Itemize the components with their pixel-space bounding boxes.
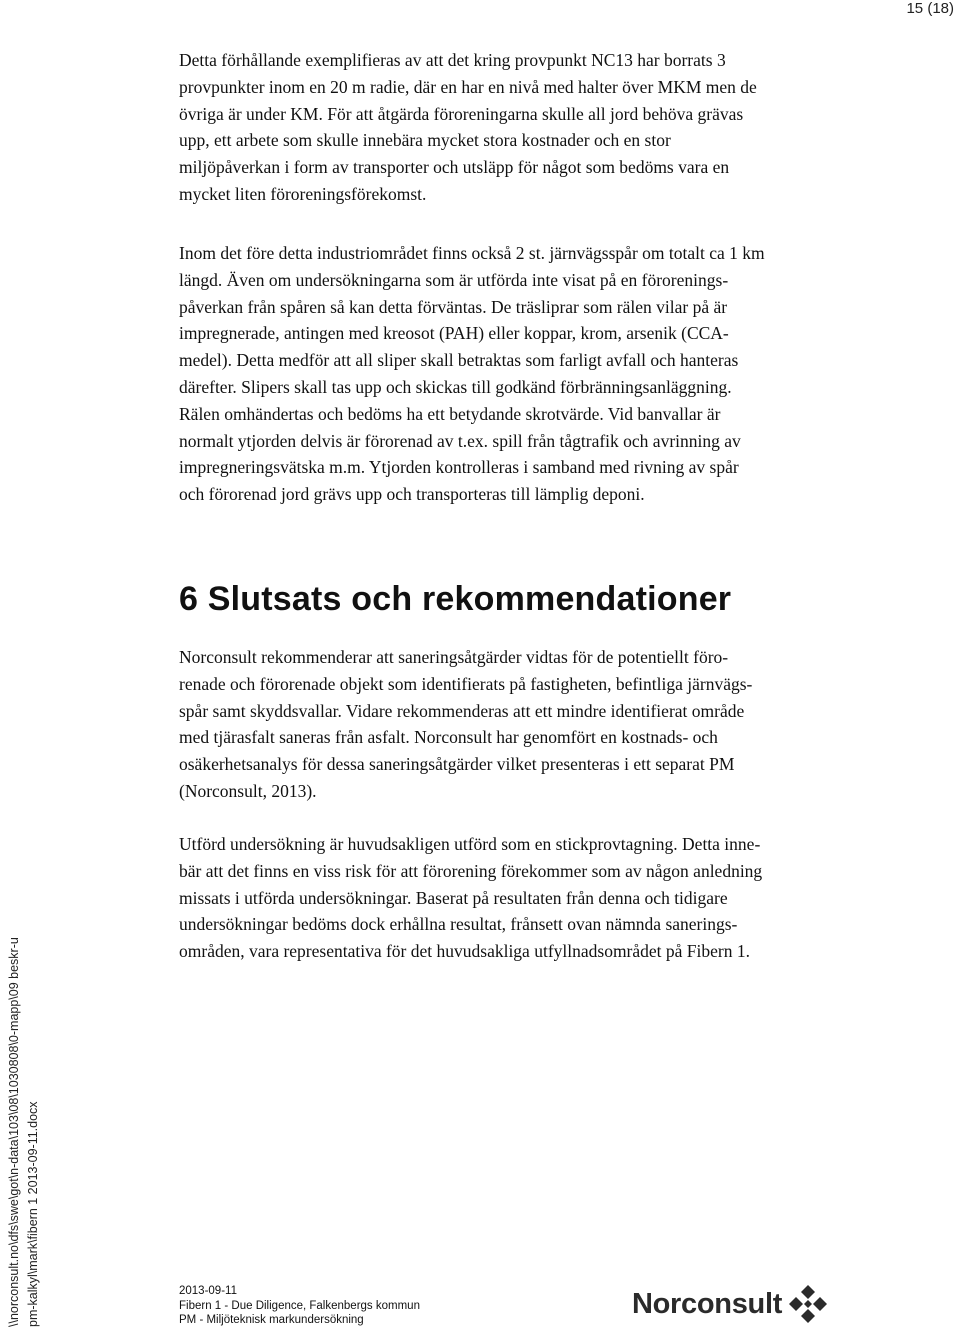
norconsult-logo [632, 1284, 828, 1324]
footer-doc-type: PM - Miljöteknisk markundersökning [179, 1314, 364, 1326]
file-path-line-1: \\norconsult.no\dfs\swe\got\n-data\103\08\1030808\0-mapp\09 beskr-utredn- [7, 938, 21, 1327]
footer-date: 2013-09-11 [179, 1285, 237, 1297]
section-heading: 6 Slutsats och rekommendationer [179, 580, 732, 618]
paragraph-investigation-scope: Utförd undersökning är huvudsakligen utförd som en stickprovtagning. Detta inne- bär att det finns en viss risk för att förorening förekommer som av någon anledning missats i utförda undersökningar. Baserat på resultaten från denna och tidigare undersökningar bedöms dock erhållna resultat, frånsett ovan nämnda sanerings- områden, vara representativa för det huvudsakliga utfyllnadsområdet på Fibern 1. [179, 834, 763, 962]
norconsult-diamond-logo-icon [788, 1284, 828, 1324]
paragraph-recommendations: Norconsult rekommenderar att saneringsåtgärder vidtas för de potentiellt föro- renade och förorenade objekt som identifierats på fastigheten, befintliga järnvägs- spår samt skyddsvallar. Vidare rekommenderas att ett mindre identifierat område med tjärasfalt saneras från asfalt. Norconsult har genomfört en kostnads- och osäkerhetsanalys för dessa saneringsåtgärder vilket presenteras i ett separat PM (Norconsult, 2013). [179, 647, 753, 801]
file-path-line-2: pm-kalkyl\mark\fibern 1 2013-09-11.docx [26, 1101, 40, 1327]
footer [179, 1284, 420, 1328]
logo-text: Norconsult [632, 1287, 783, 1320]
paragraph-contamination-example: Detta förhållande exemplifieras av att det kring provpunkt NC13 har borrats 3 provpunkter inom en 20 m radie, där en har en nivå med halter över MKM men de övriga är under KM. För att åtgärda föroreningarna skulle all jord behöva grävas upp, ett arbete som skulle innebära mycket stora kostnader och en stor miljöpåverkan i form av transporter och utsläpp för något som bedöms vara en mycket liten föroreningsförekomst. [179, 50, 757, 204]
file-path-sidebar [2, 938, 46, 1328]
paragraph-railway-tracks: Inom det före detta industriområdet finns också 2 st. järnvägsspår om totalt ca 1 km längd. Även om undersökningarna som är utförda inte visat på en förorenings- påverkan från spåren så kan detta förväntas. De träsliprar som rälen vilar på är impregnerade, antingen med kreosot (PAH) eller koppar, krom, arsenik (CCA- medel). Detta medför att all sliper skall betraktas som farligt avfall och hanteras därefter. Slipers skall tas upp och skickas till godkänd förbränningsanläggning. Rälen omhändertas och bedöms ha ett betydande skrotvärde. Vid banvallar är normalt ytjorden delvis är förorenad av t.ex. spill från tågtrafik och avrinning av impregneringsvätska m.m. Ytjorden kontrolleras i samband med rivning av spår och förorenad jord grävs upp och transporteras till lämplig deponi. [179, 243, 765, 505]
page-number: 15 (18) [906, 0, 954, 17]
footer-project: Fibern 1 - Due Diligence, Falkenbergs kommun [179, 1299, 420, 1312]
